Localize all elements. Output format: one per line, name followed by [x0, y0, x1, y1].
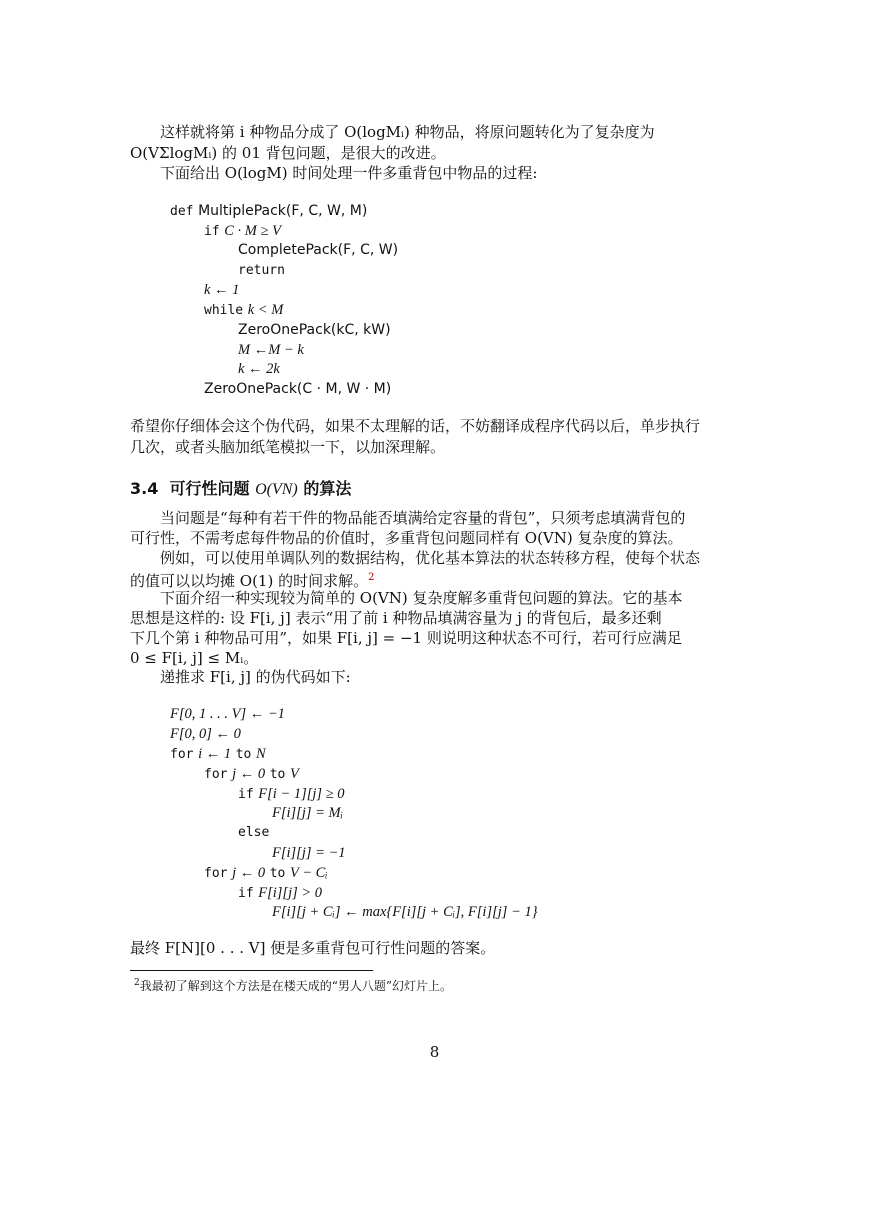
code-line	[238, 784, 345, 805]
code-keyword: if	[238, 886, 254, 901]
paragraph-line: 当问题是“每种有若干件的物品能否填满给定容量的背包”，只须考虑填满背包的	[160, 509, 686, 527]
code-line	[204, 764, 299, 785]
code-line: ZeroOnePack(C · M, W · M)	[204, 381, 392, 397]
paragraph-line: 下面介绍一种实现较为简单的 O(VN) 复杂度解多重背包问题的算法。它的基本	[160, 589, 683, 607]
paragraph-line: 几次，或者头脑加纸笔模拟一下，以加深理解。	[130, 438, 446, 456]
section-title-math: O(VN)	[255, 481, 298, 498]
page-number: 8	[429, 1043, 440, 1061]
paragraph-line: 递推求 F[i, j] 的伪代码如下:	[160, 668, 351, 686]
code-math: V	[290, 766, 299, 782]
code-keyword: to	[235, 747, 252, 762]
code-line: F[0, 0] ← 0	[170, 726, 241, 742]
code-math: V − Cᵢ	[290, 865, 328, 881]
code-math: F[i − 1][j] ≥ 0	[258, 786, 345, 802]
paragraph-line: O(VΣlogMᵢ) 的 01 背包问题，是很大的改进。	[130, 144, 446, 162]
section-heading	[130, 476, 351, 499]
code-line: CompletePack(F, C, W)	[238, 242, 399, 258]
paragraph-text: 的值可以以均摊 O(1) 的时间求解。	[130, 572, 369, 590]
code-keyword: to	[269, 767, 286, 782]
code-keyword: if	[238, 787, 254, 802]
code-text: MultiplePack(F, C, W, M)	[198, 203, 368, 219]
paragraph-line: 例如，可以使用单调队列的数据结构，优化基本算法的状态转移方程，使每个状态	[160, 549, 701, 567]
footnote-mark: 2	[134, 978, 140, 988]
code-keyword: def	[170, 204, 194, 219]
code-math: j ← 0	[232, 766, 266, 782]
paragraph-line: 最终 F[N][0 . . . V] 便是多重背包可行性问题的答案。	[130, 939, 496, 957]
code-keyword: return	[238, 263, 285, 278]
code-keyword: for	[204, 767, 228, 782]
code-math: F[i][j] > 0	[258, 885, 323, 901]
footnote-text: 我最初了解到这个方法是在楼天成的“男人八题”幻灯片上。	[139, 979, 453, 993]
code-line: F[i][j] = Mᵢ	[272, 805, 343, 821]
code-line: ZeroOnePack(kC, kW)	[238, 322, 391, 338]
paragraph-line: 下几个第 i 种物品可用”，如果 F[i, j] = −1 则说明这种状态不可行，若可行应满足	[130, 629, 682, 647]
code-keyword: for	[204, 866, 228, 881]
paragraph-line: 这样就将第 i 种物品分成了 O(logMᵢ) 种物品，将原问题转化为了复杂度为	[160, 123, 655, 141]
code-line: F[0, 1 . . . V] ← −1	[170, 706, 285, 722]
paragraph-line: 可行性，不需考虑每件物品的价值时，多重背包问题同样有 O(VN) 复杂度的算法。	[130, 529, 683, 547]
section-title: 的算法	[303, 479, 352, 498]
footnote	[134, 975, 452, 994]
section-title: 可行性问题	[169, 479, 250, 498]
code-math: N	[256, 746, 266, 762]
code-line: F[i][j + Cᵢ] ← max{F[i][j + Cᵢ], F[i][j] − 1}	[272, 904, 538, 920]
code-line: k ← 2k	[238, 361, 280, 377]
code-math: C · M ≥ V	[224, 223, 281, 239]
paragraph-line: 下面给出 O(logM) 时间处理一件多重背包中物品的过程:	[160, 164, 538, 182]
code-line	[204, 863, 328, 884]
code-line: F[i][j] = −1	[272, 845, 346, 861]
paragraph-line: 思想是这样的: 设 F[i, j] 表示“用了前 i 种物品填满容量为 j 的背包后，最多还剩	[130, 609, 662, 627]
code-line: M ←M − k	[238, 342, 304, 358]
paragraph-line: 希望你仔细体会这个伪代码，如果不太理解的话，不妨翻译成程序代码以后，单步执行	[130, 417, 701, 435]
code-keyword: to	[269, 866, 286, 881]
footnote-rule	[130, 970, 373, 971]
code-keyword: else	[238, 825, 270, 840]
code-math: k < M	[247, 302, 284, 318]
code-line	[204, 221, 281, 242]
footnote-reference[interactable]: 2	[368, 572, 375, 583]
code-line	[170, 201, 367, 222]
code-keyword: while	[204, 303, 244, 318]
code-math: i ← 1	[198, 746, 232, 762]
code-line	[204, 300, 283, 321]
section-number: 3.4	[130, 479, 159, 498]
code-math: j ← 0	[232, 865, 266, 881]
code-line: k ← 1	[204, 282, 240, 298]
code-keyword: for	[170, 747, 194, 762]
code-line	[238, 883, 322, 904]
paragraph-line: 0 ≤ F[i, j] ≤ Mᵢ。	[130, 649, 259, 667]
code-line	[170, 744, 266, 765]
code-keyword: if	[204, 224, 220, 239]
